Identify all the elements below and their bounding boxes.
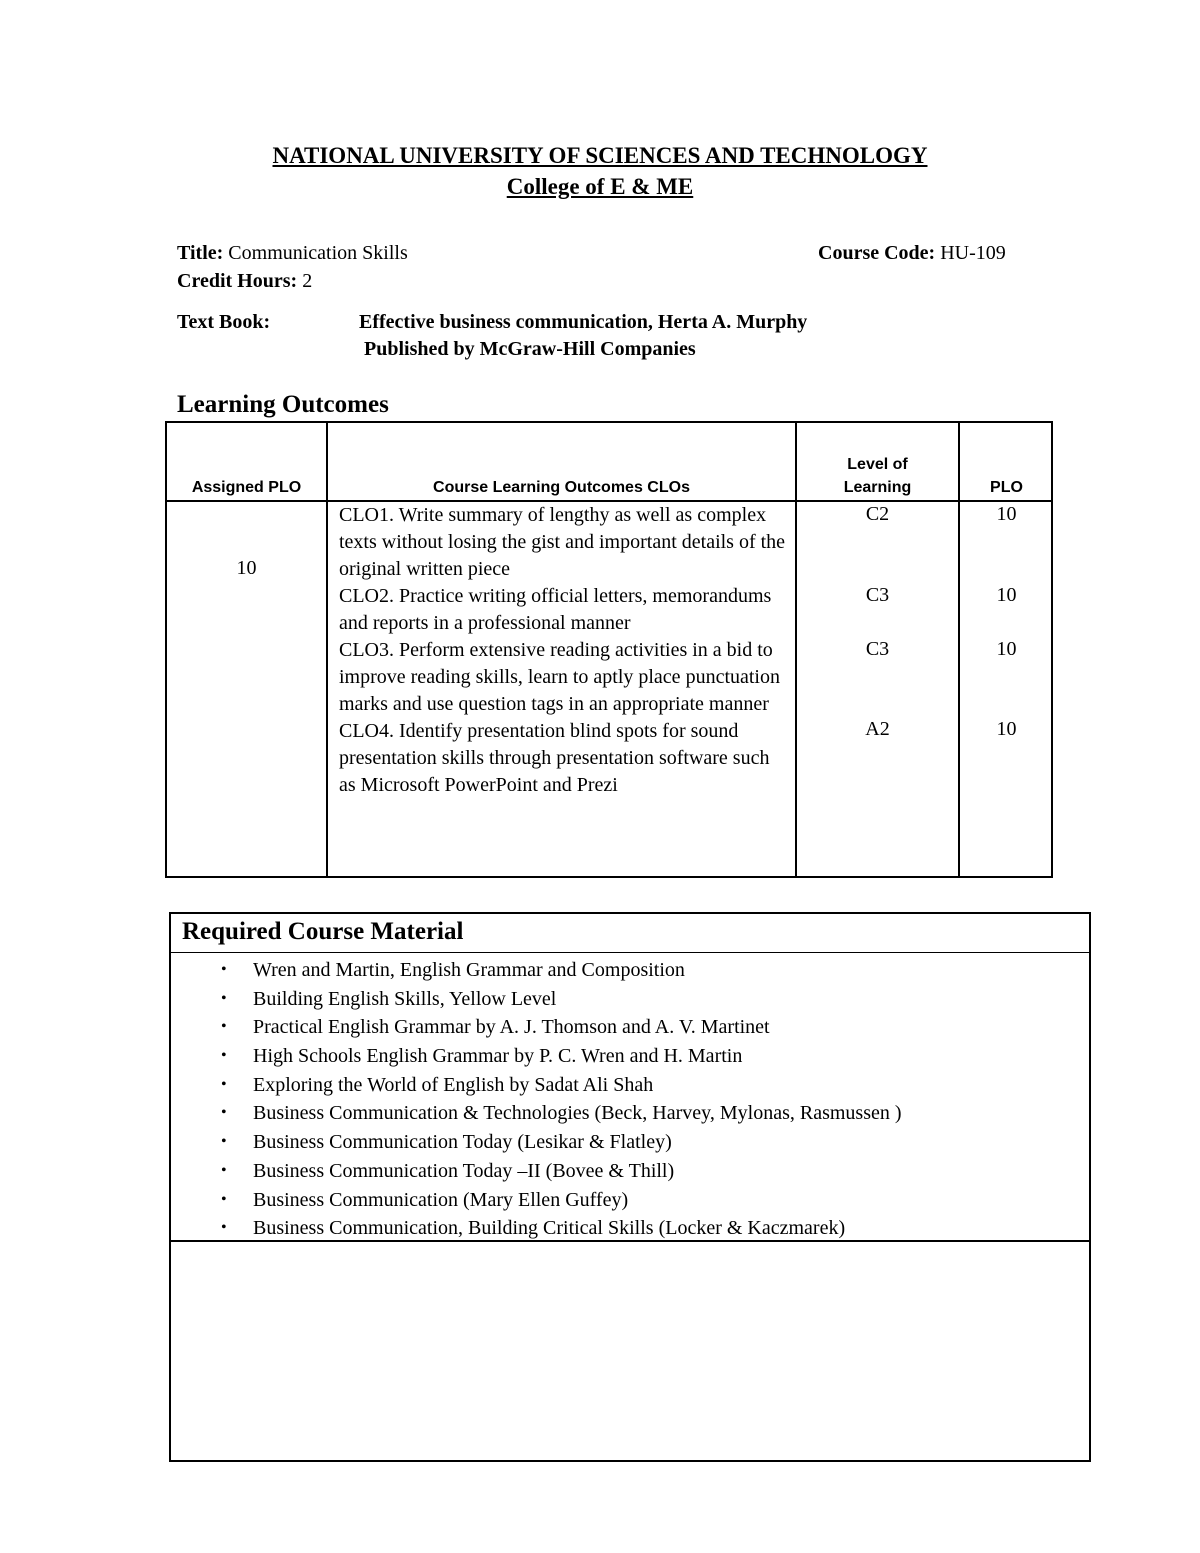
list-item (171, 1186, 902, 1215)
textbook-title: Effective business communication, Herta A. Murphy (359, 311, 808, 333)
header-assigned-plo: Assigned PLO (191, 479, 302, 496)
list-item (171, 1013, 902, 1042)
level-row-3: C3 (865, 638, 890, 660)
list-item (171, 1128, 902, 1157)
list-item (171, 1157, 902, 1186)
bullet-icon: • (221, 1075, 227, 1093)
header-plo: PLO (990, 479, 1023, 496)
header-level-of-learning (797, 453, 958, 499)
course-code-line (818, 242, 1006, 265)
required-material-divider (171, 952, 1089, 953)
clo-row-1: CLO1. Write summary of lengthy as well as complex texts without losing the gist and important details of the original written piece (339, 504, 786, 580)
list-item (171, 956, 902, 985)
title-label: Title: (177, 242, 224, 264)
learning-outcomes-heading: Learning Outcomes (177, 391, 389, 418)
course-code-value: HU-109 (940, 242, 1006, 264)
level-row-4: A2 (865, 718, 890, 740)
bullet-icon: • (221, 1190, 227, 1208)
list-item-text: Exploring the World of English by Sadat Ali Shah (253, 1073, 654, 1096)
credit-hours-line (177, 270, 312, 293)
list-item-text: Practical English Grammar by A. J. Thomson and A. V. Martinet (253, 1016, 770, 1039)
bullet-icon: • (221, 961, 227, 978)
list-item (171, 1099, 902, 1128)
list-item-text: Business Communication, Building Critical Skills (Locker & Kaczmarek) (253, 1217, 846, 1240)
course-code-label: Course Code: (818, 242, 936, 264)
bullet-icon: • (221, 1018, 227, 1036)
list-item-text: Business Communication Today (Lesikar & Flatley) (253, 1131, 672, 1154)
assigned-plo-value: 10 (236, 557, 257, 579)
header-clos: Course Learning Outcomes CLOs (433, 479, 690, 496)
required-material-list (171, 956, 902, 1243)
list-item-text: Business Communication & Technologies (Beck, Harvey, Mylonas, Rasmussen ) (253, 1102, 902, 1125)
learning-outcomes-table (165, 421, 1053, 878)
plo-row-4: 10 (996, 718, 1017, 740)
header-level-line1: Level of (847, 456, 908, 473)
credit-hours-value: 2 (302, 270, 313, 292)
list-item (171, 1071, 902, 1100)
list-item (171, 985, 902, 1014)
clo-list (339, 502, 789, 799)
list-item-text: Building English Skills, Yellow Level (253, 987, 557, 1010)
textbook-publisher: Published by McGraw-Hill Companies (364, 338, 696, 360)
plo-row-3: 10 (996, 638, 1017, 660)
bullet-icon: • (221, 989, 227, 1007)
bullet-icon: • (221, 1133, 227, 1151)
bullet-icon: • (221, 1219, 227, 1237)
clo-row-2: CLO2. Practice writing official letters, memorandums and reports in a professional manner (339, 585, 772, 634)
header-level-line2: Learning (843, 479, 912, 496)
course-title-line (177, 242, 408, 265)
textbook-label: Text Book: (177, 311, 271, 333)
university-name: NATIONAL UNIVERSITY OF SCIENCES AND TECHNOLOGY (272, 143, 928, 168)
plo-row-2: 10 (996, 584, 1017, 606)
plo-row-1: 10 (996, 503, 1017, 525)
list-item (171, 1214, 902, 1243)
required-material-bottom-divider (171, 1240, 1089, 1242)
list-item-text: Wren and Martin, English Grammar and Composition (253, 959, 685, 981)
title-value: Communication Skills (228, 242, 408, 264)
level-row-1: C2 (865, 503, 890, 525)
bullet-icon: • (221, 1104, 227, 1122)
credit-hours-label: Credit Hours: (177, 270, 298, 292)
list-item-text: High Schools English Grammar by P. C. Wren and H. Martin (253, 1045, 743, 1068)
list-item-text: Business Communication (Mary Ellen Guffey) (253, 1188, 629, 1211)
bullet-icon: • (221, 1161, 227, 1179)
level-row-2: C3 (865, 584, 890, 606)
clo-row-3: CLO3. Perform extensive reading activities in a bid to improve reading skills, learn to aptly place punctuation marks and use question tags in an appropriate manner (339, 639, 780, 715)
list-item (171, 1042, 902, 1071)
clo-row-4: CLO4. Identify presentation blind spots for sound presentation skills through presentation software such as Microsoft PowerPoint and Prezi (339, 720, 770, 796)
list-item-text: Business Communication Today –II (Bovee & Thill) (253, 1159, 675, 1182)
required-material-heading: Required Course Material (182, 918, 464, 945)
required-material-box (169, 912, 1091, 1462)
bullet-icon: • (221, 1047, 227, 1065)
college-name: College of E & ME (506, 174, 694, 199)
